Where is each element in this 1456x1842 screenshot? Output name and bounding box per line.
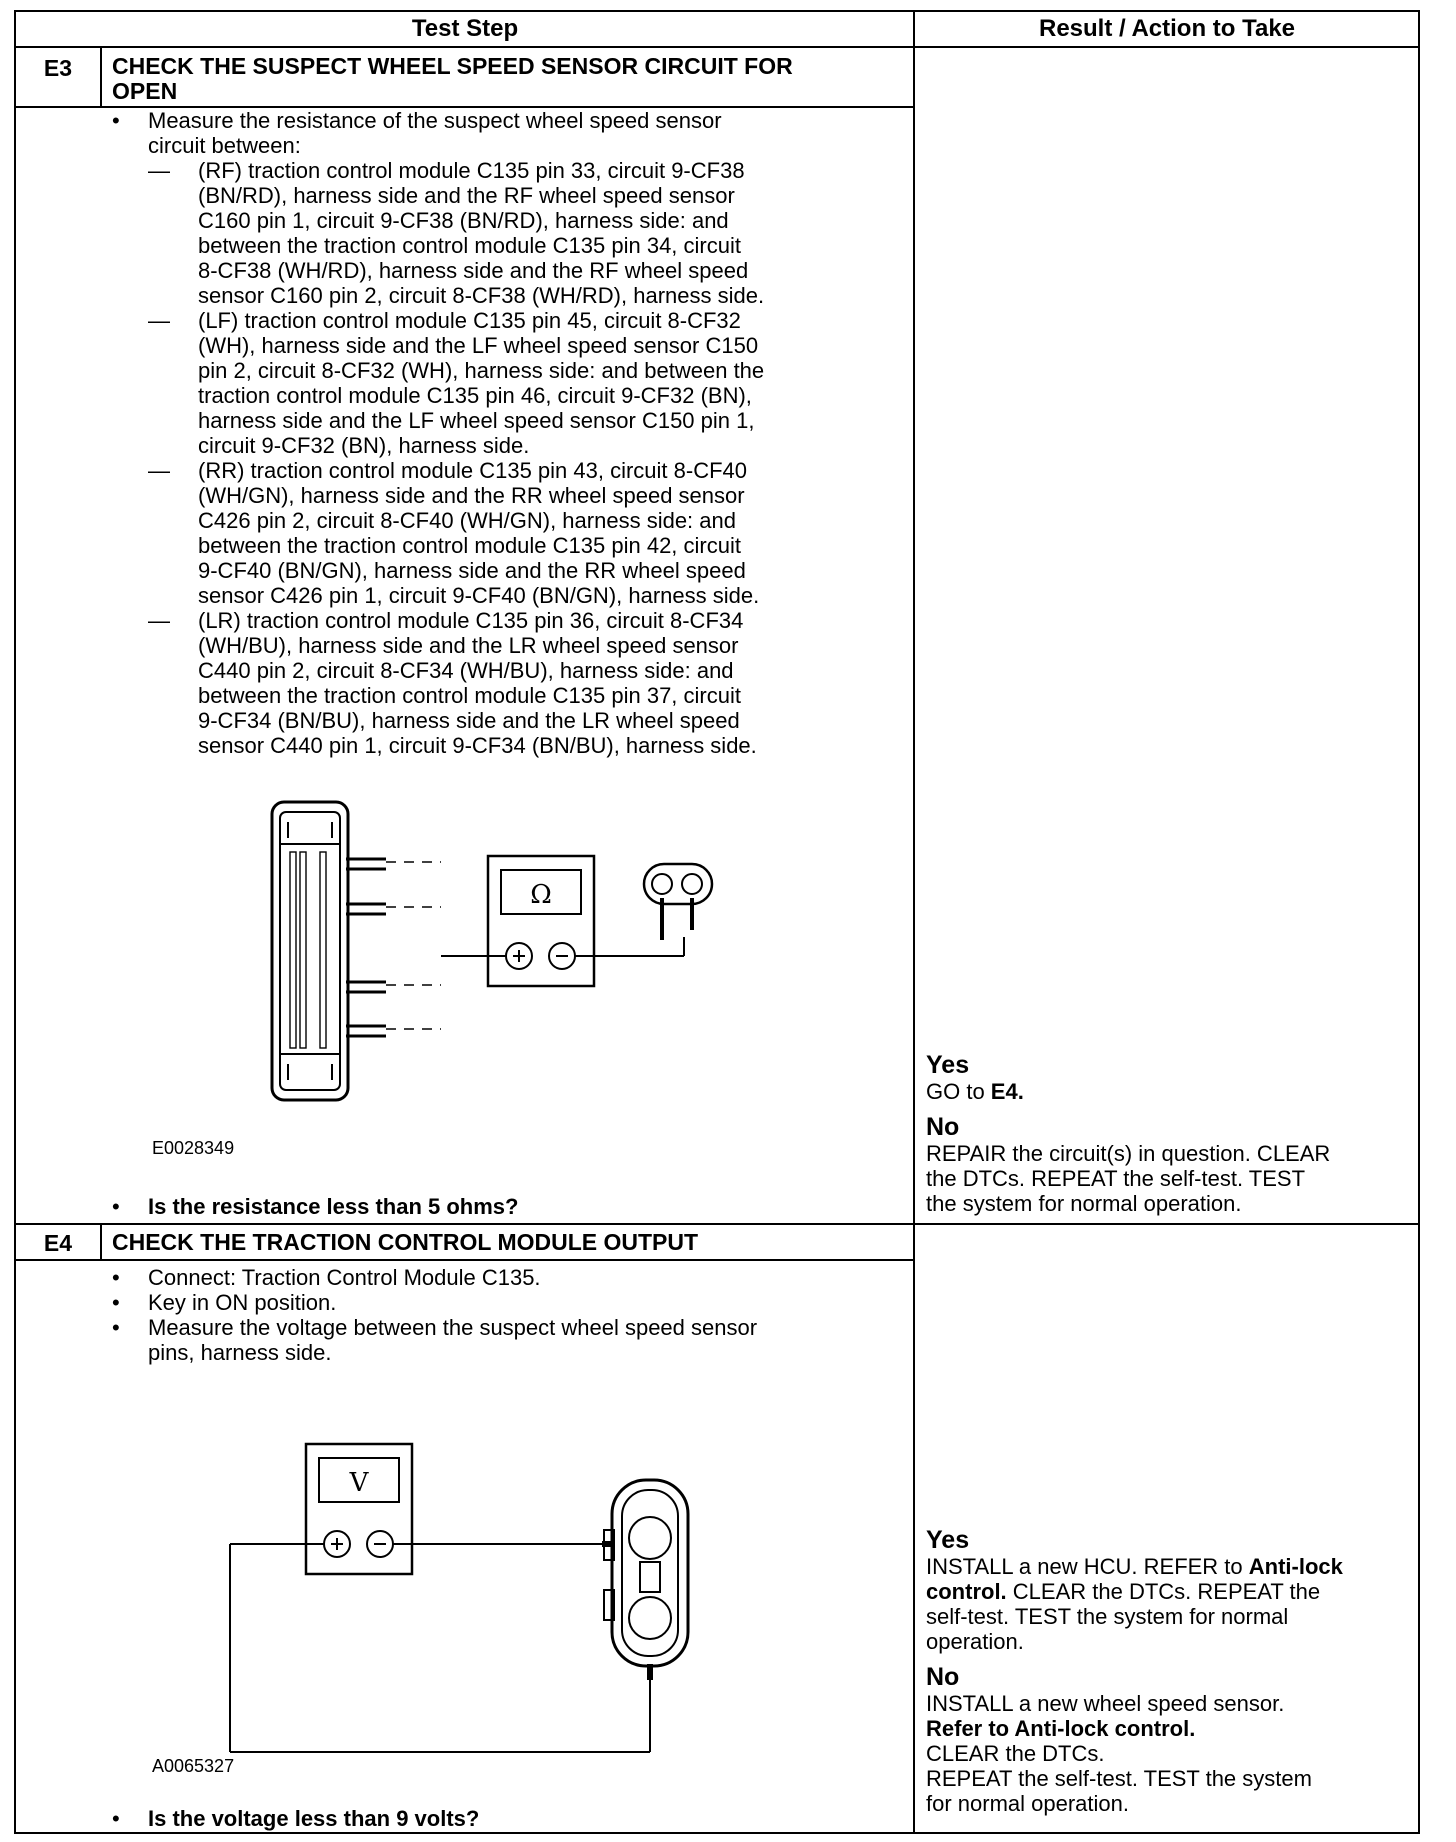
question-e3: • Is the resistance less than 5 ohms? xyxy=(112,1194,519,1219)
voltage-diagram xyxy=(16,12,914,1836)
step-title-e4: CHECK THE TRACTION CONTROL MODULE OUTPUT xyxy=(112,1229,699,1255)
header-result-action: Result / Action to Take xyxy=(914,12,1420,48)
bullet-item: • Measure the resistance of the suspect wheel speed sensor circuit between: xyxy=(112,108,902,158)
result-e4: Yes INSTALL a new HCU. REFER to Anti-lock control. CLEAR the DTCs. REPEAT the self-test. TEST the system for normal operation. No INSTALL a new wheel speed sensor. Refer to Anti-lock control. CLEAR the DTCs. REPEAT the self-test. TEST the system for normal operation. xyxy=(926,1527,1420,1816)
voltmeter-icon xyxy=(306,1444,412,1574)
step-id-e3: E3 xyxy=(43,55,73,81)
bullet-item: • Connect: Traction Control Module C135. xyxy=(112,1265,902,1290)
refer-link[interactable]: Refer to Anti-lock control. xyxy=(926,1716,1196,1741)
bullet-item: • Measure the voltage between the suspect wheel speed sensor pins, harness side. xyxy=(112,1315,902,1365)
figure-id-e4: A0065327 xyxy=(152,1756,235,1776)
sub-item-lf: — (LF) traction control module C135 pin 45, circuit 8-CF32 (WH), harness side and the LF wheel speed sensor C150 pin 2, circuit 8-CF32 (WH), harness side: and between the traction control module C135 pin 46, circuit 9-CF32 (BN), harness side and the LF wheel speed sensor C150 pin 1, circuit 9-CF32 (BN), harness side. xyxy=(148,308,765,458)
sub-item-lr: — (LR) traction control module C135 pin 36, circuit 8-CF34 (WH/BU), harness side and the LR wheel speed sensor C440 pin 2, circuit 8-CF34 (WH/BU), harness side: and between the traction control module C135 pin 37, circuit 9-CF34 (BN/BU), harness side and the LR wheel speed sensor C440 pin 1, circuit 9-CF34 (BN/BU), harness side. xyxy=(148,608,757,758)
figure-id-e3: E0028349 xyxy=(152,1138,235,1158)
refer-link[interactable]: control. xyxy=(926,1579,1007,1604)
yes-label: Yes xyxy=(926,1526,970,1554)
result-e3: Yes GO to E4. No REPAIR the circuit(s) in question. CLEAR the DTCs. REPEAT the self-test. TEST the system for normal operation. xyxy=(926,1052,1416,1216)
no-label: No xyxy=(926,1663,960,1691)
bullet-item: • Key in ON position. xyxy=(112,1290,902,1315)
volt-symbol: V xyxy=(349,1468,369,1498)
sub-item-rr: — (RR) traction control module C135 pin 43, circuit 8-CF40 (WH/GN), harness side and the RR wheel speed sensor C426 pin 2, circuit 8-CF40 (WH/GN), harness side: and between the traction control module C135 pin 42, circuit 9-CF40 (BN/GN), harness side and the RR wheel speed sensor C426 pin 1, circuit 9-CF40 (BN/GN), harness side. xyxy=(148,458,760,608)
ohm-symbol: Ω xyxy=(530,880,552,910)
step-id-e4: E4 xyxy=(43,1230,73,1256)
step-title-e3: CHECK THE SUSPECT WHEEL SPEED SENSOR CIRCUIT FOR OPEN xyxy=(112,53,793,104)
procedure-table xyxy=(14,10,1420,1834)
goto-link[interactable]: E4. xyxy=(990,1079,1024,1104)
question-e4: • Is the voltage less than 9 volts? xyxy=(112,1806,480,1831)
no-label: No xyxy=(926,1113,960,1141)
sub-item-rf: — (RF) traction control module C135 pin 33, circuit 9-CF38 (BN/RD), harness side and the RF wheel speed sensor C160 pin 1, circuit 9-CF38 (BN/RD), harness side: and between the traction control module C135 pin 34, circuit 8-CF38 (WH/RD), harness side and the RF wheel speed sensor C160 pin 2, circuit 8-CF38 (WH/RD), harness side. xyxy=(148,158,765,308)
header-test-step: Test Step xyxy=(16,12,914,48)
refer-link[interactable]: Anti-lock xyxy=(1248,1554,1343,1579)
yes-label: Yes xyxy=(926,1051,970,1079)
